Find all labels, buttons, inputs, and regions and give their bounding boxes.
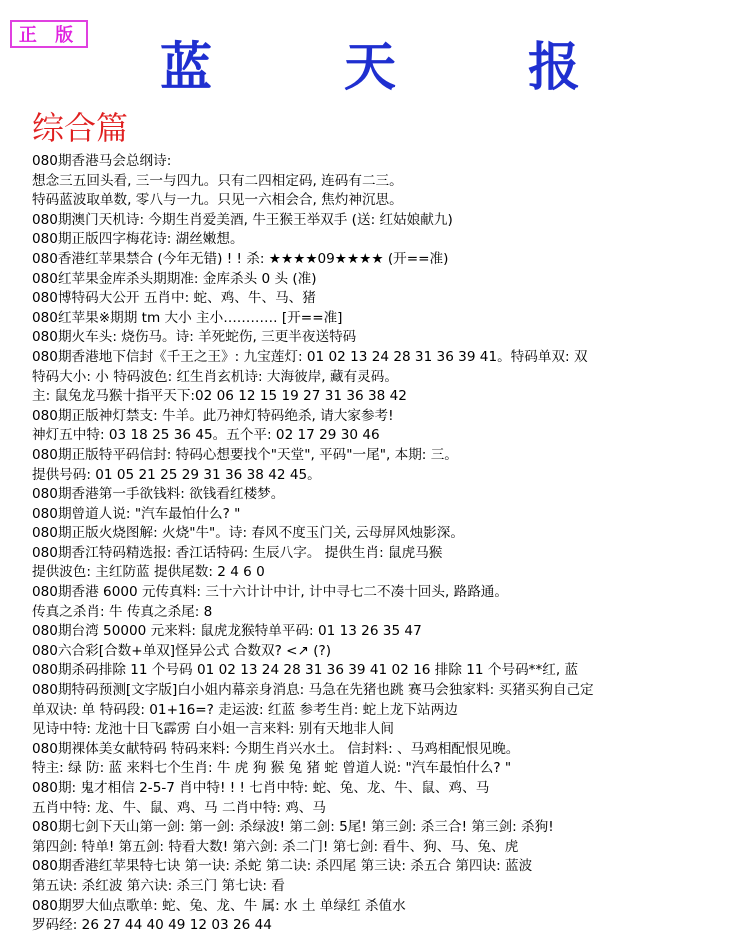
title-char-3: 报	[527, 37, 580, 98]
content-line: 五肖中特: 龙、牛、鼠、鸡、马 二肖中特: 鸡、马	[32, 799, 326, 816]
content-line: 主: 鼠兔龙马猴十指平天下:02 06 12 15 19 27 31 36 38 42	[32, 388, 407, 405]
content-line: 080期: 鬼才相信 2-5-7 肖中特! ! ! 七肖中特: 蛇、兔、龙、牛、鼠、鸡、马	[32, 780, 490, 796]
content-line: 080期香港红苹果特七诀 第一诀: 杀蛇 第二诀: 杀四尾 第三诀: 杀五合 第四诀: 蓝波	[32, 858, 533, 875]
content-line: 080红苹果※期期 tm 大小 主小………… [开==准]	[32, 309, 343, 326]
content-line: 第四剑: 特单! 第五剑: 特看大数! 第六剑: 杀二门! 第七剑: 看牛、狗、马、兔、虎	[32, 838, 519, 855]
content-line: 080香港红苹果禁合 (今年无错) ! ! 杀: ★★★★09★★★★ (开==准)	[32, 250, 449, 267]
content-line: 080期火车头: 烧伤马。诗: 羊死蛇伤, 三更半夜送特码	[32, 329, 357, 346]
content-line: 提供波色: 主红防蓝 提供尾数: 2 4 6 0	[32, 564, 265, 581]
content-line: 080期正版神灯禁支: 牛羊。此乃神灯特码绝杀, 请大家参考!	[32, 407, 394, 424]
content-line: 罗码经: 26 27 44 40 49 12 03 26 44	[32, 917, 272, 934]
content-line: 080期裸体美女献特码 特码来料: 今期生肖兴水土。 信封料: 、马鸡相配恨见晚。	[32, 740, 520, 757]
content-line: 单双诀: 单 特码段: 01+16=? 走运波: 红蓝 参考生肖: 蛇上龙下站两边	[32, 701, 458, 718]
newspaper-title	[160, 38, 580, 98]
content-line: 080期澳门天机诗: 今期生肖爱美酒, 牛王猴王举双手 (送: 红姑娘献九)	[32, 211, 453, 228]
official-edition-badge: 正 版	[10, 20, 88, 48]
title-char-2: 天	[343, 37, 396, 98]
content-line: 080期七剑下天山第一剑: 第一剑: 杀绿波! 第二剑: 5尾! 第三剑: 杀三合! 第三剑: 杀狗!	[32, 819, 554, 836]
content-line: 080期正版特平码信封: 特码心想要找个"天堂", 平码"一尾", 本期: 三。	[32, 446, 458, 463]
section-heading: 综合篇	[32, 109, 129, 147]
content-line: 080期正版火烧图解: 火烧"牛"。诗: 春风不度玉门关, 云母屏风烛影深。	[32, 525, 464, 542]
content-line: 080期杀码排除 11 个号码 01 02 13 24 28 31 36 39 41 02 16 排除 11 个号码**红, 蓝	[32, 662, 579, 679]
content-line: 第五诀: 杀红波 第六诀: 杀三门 第七诀: 看	[32, 877, 285, 894]
content-line: 080期香港 6000 元传真料: 三十六计计中计, 计中寻七二不凑十回头, 路路通。	[32, 584, 508, 601]
content-line: 080期香港地下信封《千王之王》: 九宝莲灯: 01 02 13 24 28 31 36 39 41。特码单双: 双	[32, 348, 588, 365]
content-line: 见诗中特: 龙池十日飞霹雳 白小姐一言来料: 别有天地非人间	[32, 721, 394, 738]
content-line: 传真之杀肖: 牛 传真之杀尾: 8	[32, 603, 213, 620]
content-line: 080期曾道人说: "汽车最怕什么? "	[32, 505, 241, 522]
content-line: 080红苹果金库杀头期期准: 金库杀头 0 头 (准)	[32, 270, 317, 287]
content-line: 080期罗大仙点歌单: 蛇、兔、龙、牛 属: 水 土 单绿红 杀值水	[32, 897, 406, 914]
content-line: 特码大小: 小 特码波色: 红生肖玄机诗: 大海彼岸, 藏有灵码。	[32, 368, 398, 385]
content-line: 080期香江特码精选报: 香江话特码: 生辰八字。 提供生肖: 鼠虎马猴	[32, 544, 443, 561]
content-line: 080六合彩[合数+单双]怪异公式 合数双? <↗ (?)	[32, 642, 332, 659]
content-line: 080期香港马会总纲诗:	[32, 153, 172, 169]
content-line: 080博特码大公开 五肖中: 蛇、鸡、牛、马、猪	[32, 290, 316, 307]
content-line: 特码蓝波取单数, 零八与一九。只见一六相会合, 焦灼神沉思。	[32, 192, 403, 209]
content-line: 080期台湾 50000 元来料: 鼠虎龙猴特单平码: 01 13 26 35 47	[32, 623, 422, 640]
content-line: 080期正版四字梅花诗: 湖丝嫩想。	[32, 231, 244, 248]
content-lines	[32, 152, 744, 936]
content-line: 想念三五回头看, 三一与四九。只有二四相定码, 连码有二三。	[32, 172, 403, 189]
title-char-1: 蓝	[160, 37, 213, 98]
content-line: 神灯五中特: 03 18 25 36 45。五个平: 02 17 29 30 46	[32, 427, 380, 444]
content-line: 特主: 绿 防: 蓝 来料七个生肖: 牛 虎 狗 猴 兔 猪 蛇 曾道人说: "汽车最怕什么? "	[32, 760, 512, 777]
content-line: 提供号码: 01 05 21 25 29 31 36 38 42 45。	[32, 466, 321, 483]
content-line: 080期特码预测[文字版]白小姐内幕亲身消息: 马急在先猪也跳 赛马会独家料: 买猪买狗自己定	[32, 682, 594, 699]
content-line: 080期香港第一手欲钱料: 欲钱看红楼梦。	[32, 486, 285, 503]
